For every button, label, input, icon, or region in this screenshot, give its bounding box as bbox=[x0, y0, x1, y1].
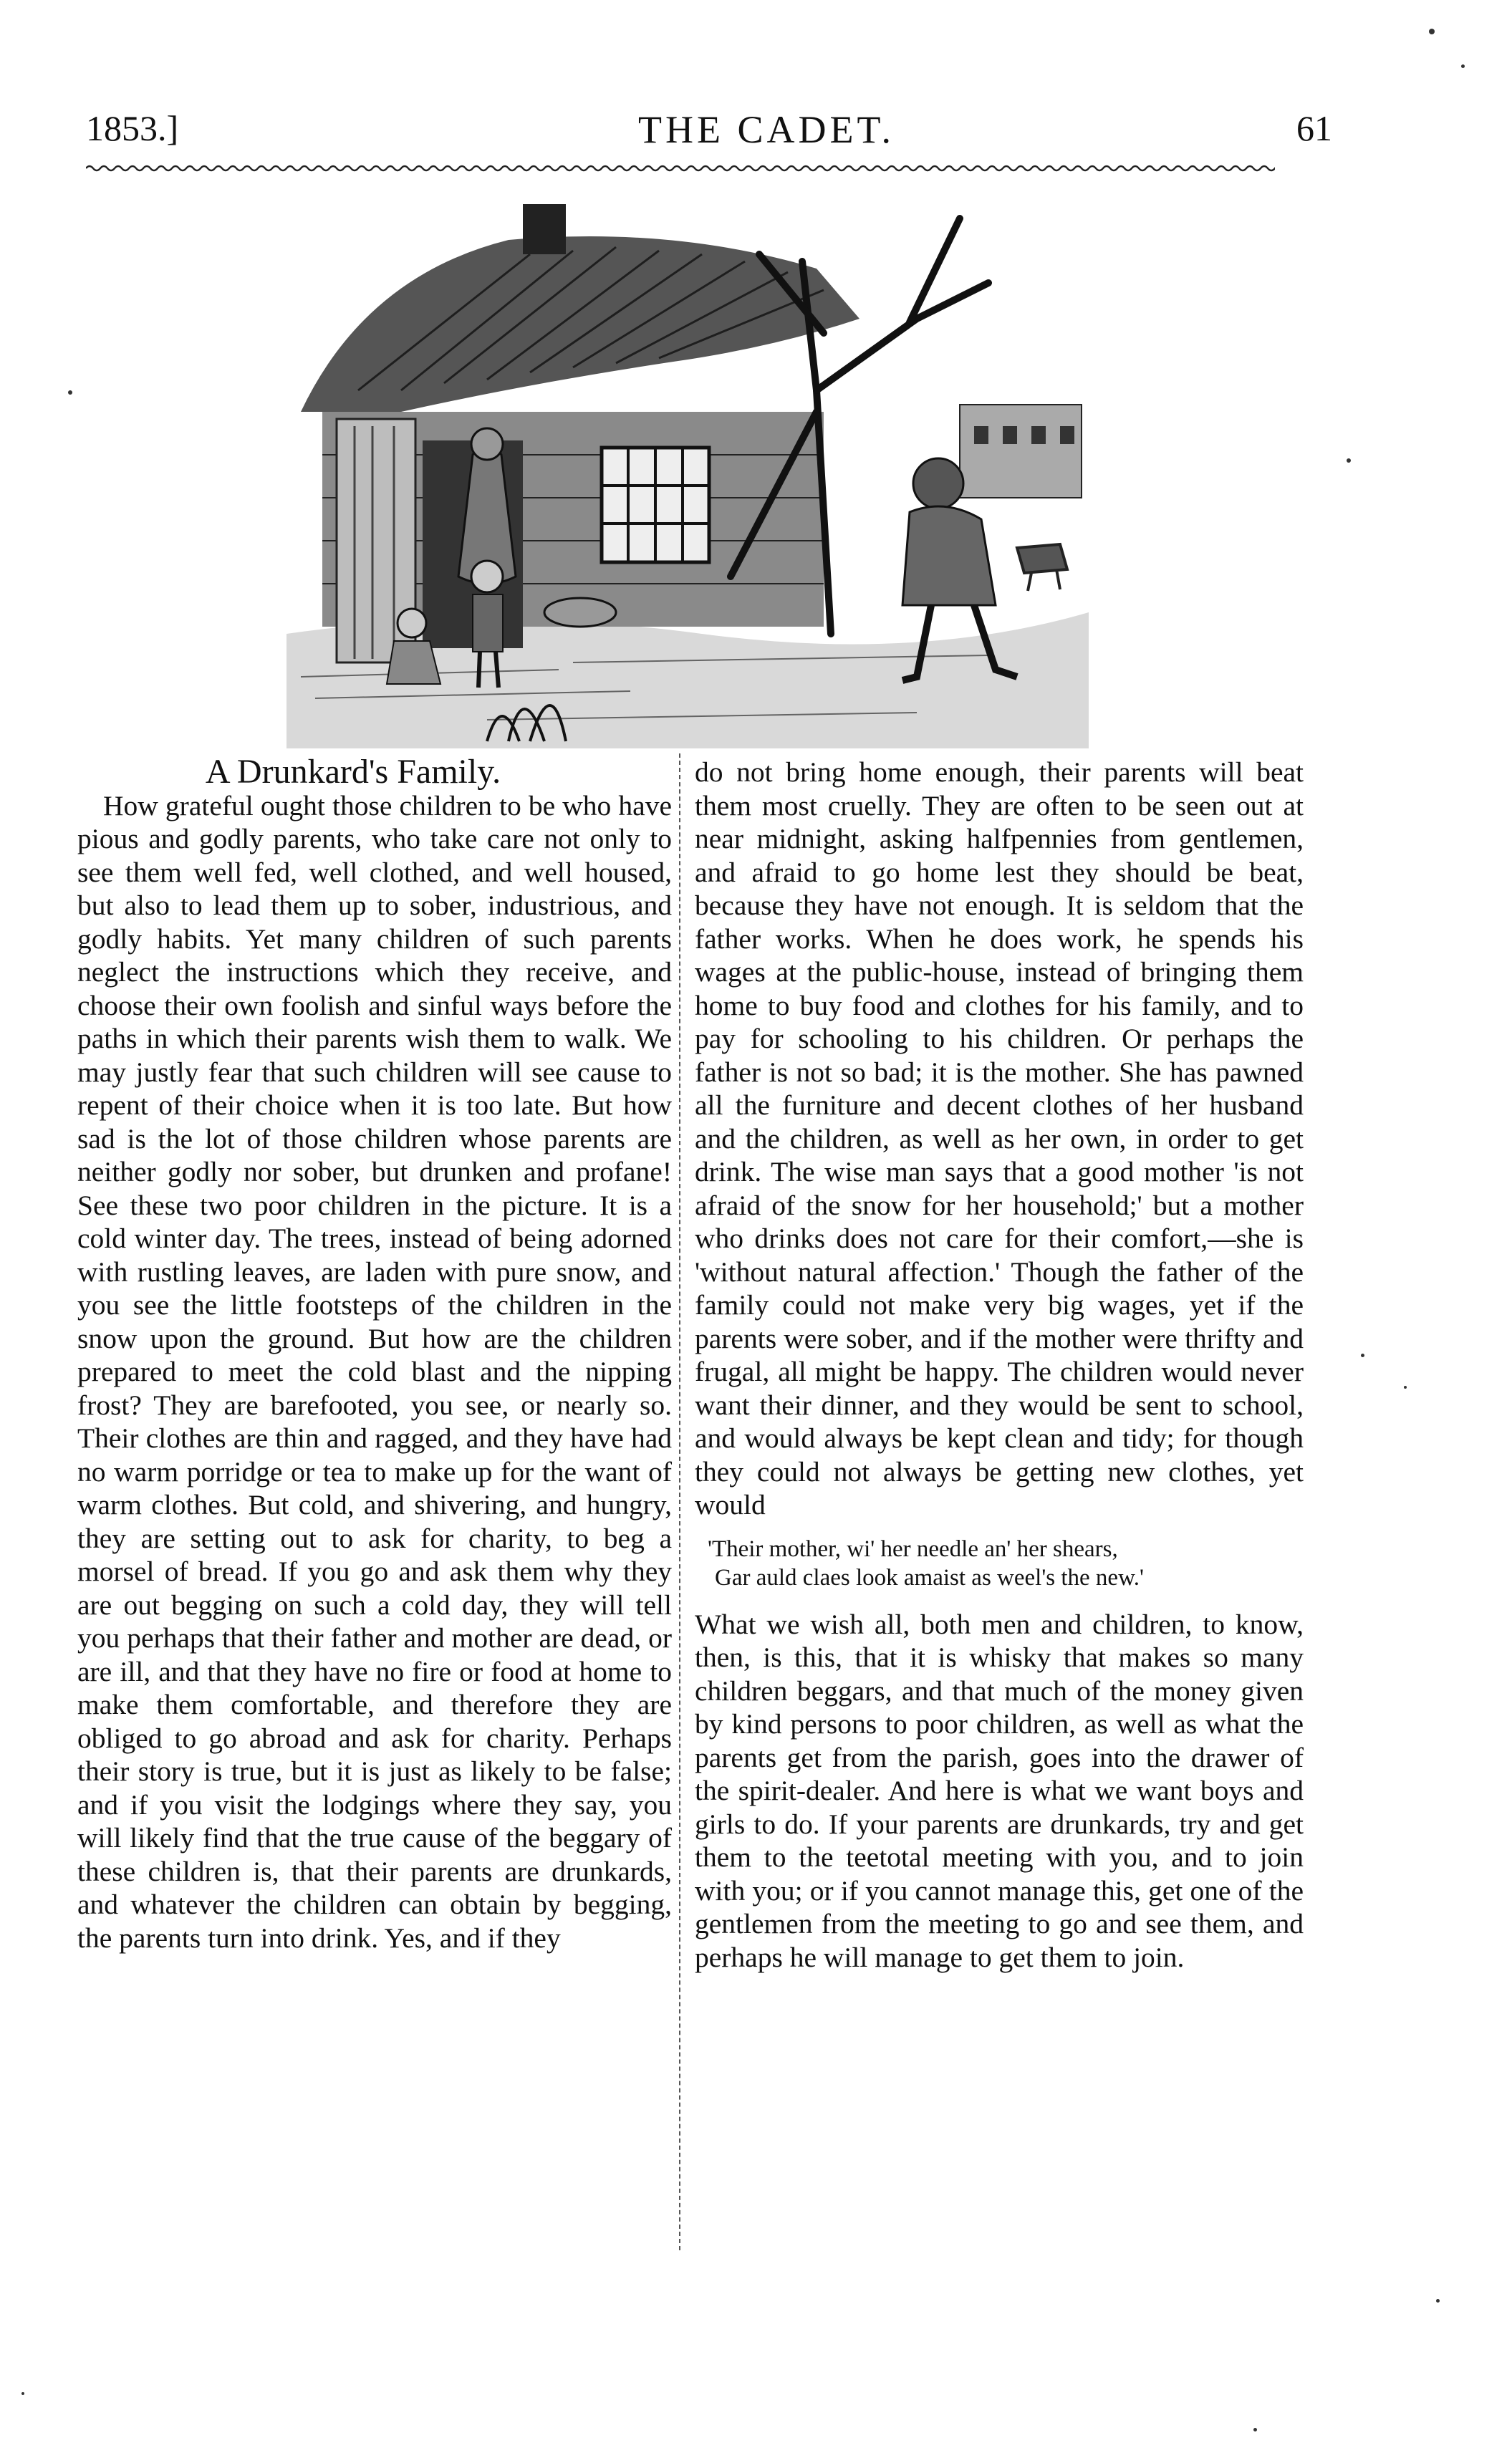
right-column bbox=[695, 756, 1304, 1974]
column-divider bbox=[679, 753, 680, 2250]
verse-line: Gar auld claes look amaist as weel's the new.' bbox=[715, 1564, 1144, 1591]
verse-line: 'Their mother, wi' her needle an' her shears, bbox=[708, 1536, 1118, 1562]
body-paragraph: How grateful ought those children to be who have pious and godly parents, who take care not only to see them well fed, well clothed, and well housed, but also to lead them up to sober, industrious, and godly habits. Yet many children of such parents neglect the instructions which they receive, and choose their own foolish and sinful ways before the paths in which their parents wish them to walk. We may justly fear that such children will see cause to repent of their choice when it is too late. But how sad is the lot of those children whose parents are neither godly nor sober, but drunken and profane! See these two poor children in the picture. It is a cold winter day. The trees, instead of being adorned with rustling leaves, are laden with pure snow, and you see the little footsteps of the children in the snow upon the ground. But how are the children prepared to meet the cold blast and the nipping frost? They are barefooted, you see, or nearly so. Their clothes are thin and ragged, and they have had no warm porridge or tea to make up for the want of warm clothes. But cold, and shivering, and hungry, they are setting out to ask for charity, to beg a morsel of bread. If you go and ask them why they are out begging on such a cold day, they will tell you perhaps that their father and mother are dead, or are ill, and that they have no fire or food at home to make them comfortable, and therefore they are obliged to go abroad and ask for charity. Perhaps their story is true, but it is just as likely to be false; and if you visit the lodgings where they say, you will likely find that the true cause of the beggary of these children is, that their parents are drunkards, and whatever the children can obtain by begging, the parents turn into drink. Yes, and if they bbox=[77, 789, 672, 1954]
article-heading: A Drunkard's Family. bbox=[205, 753, 501, 791]
engraving-illustration bbox=[272, 175, 1089, 748]
page-number: 61 bbox=[1296, 108, 1332, 148]
journal-title: THE CADET. bbox=[638, 108, 895, 151]
closing-paragraph: What we wish all, both men and children, to know, then, is this, that it is whisky that makes so many children beggars, and that much of the money given by kind persons to poor children, as well as what the parents get from the parish, goes into the drawer of the spirit-dealer. And here is what we want boys and girls to do. If your parents are drunkards, try and get them to the teetotal meeting with you, and to join with you; or if you cannot manage this, get one of the gentlemen from the meeting to go and see them, and perhaps he will manage to get them to join. bbox=[695, 1608, 1304, 1973]
wavy-rule bbox=[86, 163, 1275, 173]
header-year: 1853.] bbox=[86, 108, 179, 148]
running-header bbox=[86, 107, 1447, 172]
left-column bbox=[77, 753, 672, 1955]
verse-quotation bbox=[708, 1535, 1304, 1592]
body-paragraph-continued: do not bring home enough, their parents will beat them most cruelly. They are often to be seen out at near midnight, asking halfpennies from gentlemen, and afraid to go home lest they should be beat, because they have not enough. It is seldom that the father works. When he does work, he spends his wages at the public-house, instead of bringing them home to buy food and clothes for his family, and to pay for schooling to his children. Or perhaps the father is not so bad; it is the mother. She has pawned all the furniture and decent clothes of her husband and the children, as well as her own, in order to get drink. The wise man says that a good mother 'is not afraid of the snow for her household;' but a mother who drinks does not care for their comfort,—she is 'without natural affection.' Though the father of the family could not make very big wages, yet if the parents were sober, and if the mother were thrifty and frugal, all might be happy. The children would never want their dinner, and they would be sent to school, and would always be kept clean and tidy; for though they could not always be getting new clothes, yet would bbox=[695, 756, 1304, 1520]
